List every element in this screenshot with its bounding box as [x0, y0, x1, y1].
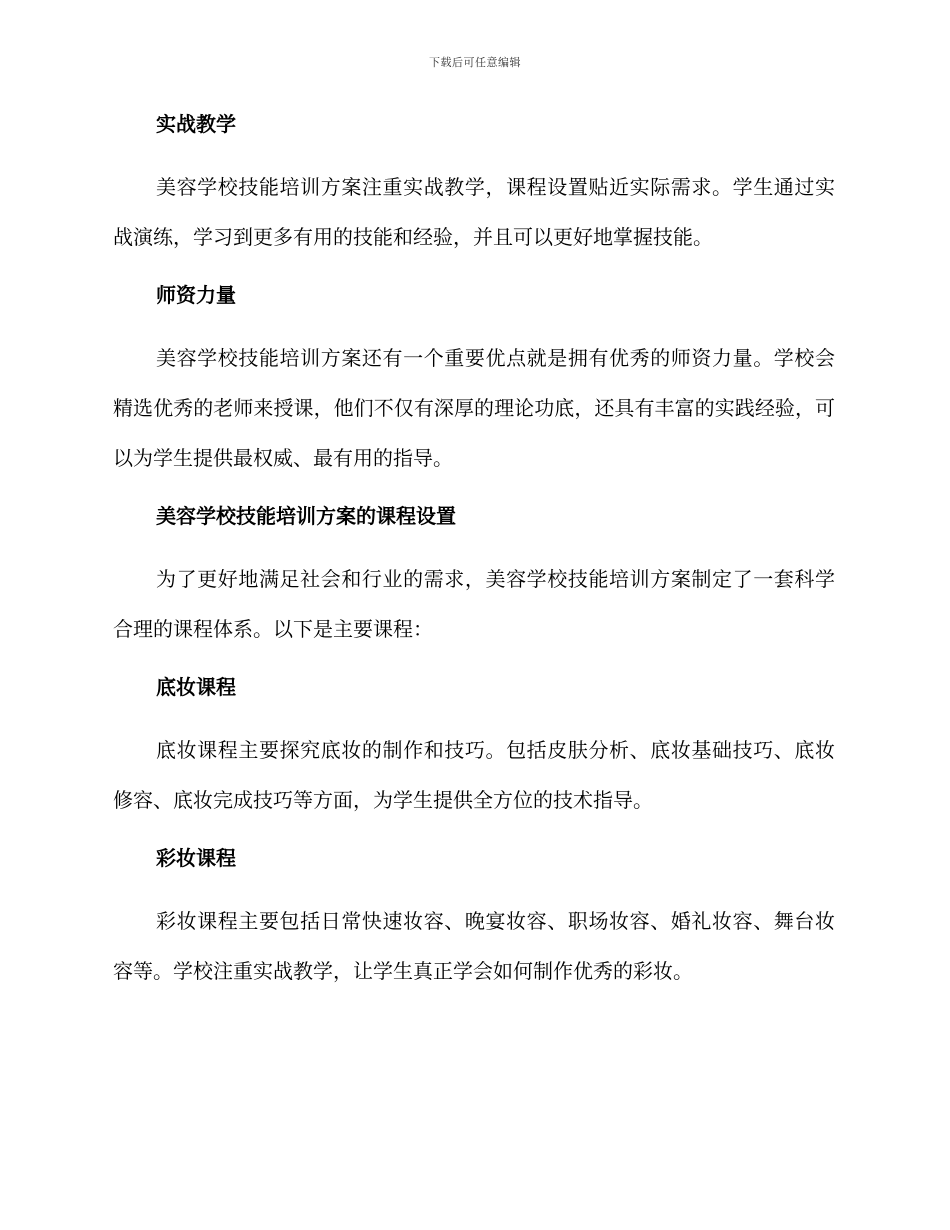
section-paragraph-faculty: 美容学校技能培训方案还有一个重要优点就是拥有优秀的师资力量。学校会精选优秀的老师来授课，他们不仅有深厚的理论功底，还具有丰富的实践经验，可以为学生提供最权威、最有用的指导。 [113, 346, 835, 470]
section-paragraph-foundation-course: 底妆课程主要探究底妆的制作和技巧。包括皮肤分析、底妆基础技巧、底妆修容、底妆完成技巧等方面，为学生提供全方位的技术指导。 [113, 738, 835, 812]
section-paragraph-practical-teaching: 美容学校技能培训方案注重实战教学，课程设置贴近实际需求。学生通过实战演练，学习到更多有用的技能和经验，并且可以更好地掌握技能。 [113, 175, 835, 249]
document-body [113, 109, 835, 996]
section-paragraph-makeup-course: 彩妆课程主要包括日常快速妆容、晚宴妆容、职场妆容、婚礼妆容、舞台妆容等。学校注重实战教学，让学生真正学会如何制作优秀的彩妆。 [113, 909, 835, 983]
section-heading-practical-teaching: 实战教学 [156, 112, 236, 136]
page-header: 下载后可任意编辑 [429, 56, 521, 69]
section-heading-makeup-course: 彩妆课程 [156, 846, 236, 870]
section-heading-curriculum: 美容学校技能培训方案的课程设置 [156, 504, 456, 528]
section-paragraph-curriculum: 为了更好地满足社会和行业的需求，美容学校技能培训方案制定了一套科学合理的课程体系。以下是主要课程： [113, 567, 835, 641]
section-heading-faculty: 师资力量 [156, 283, 236, 307]
section-heading-foundation-course: 底妆课程 [156, 675, 236, 699]
